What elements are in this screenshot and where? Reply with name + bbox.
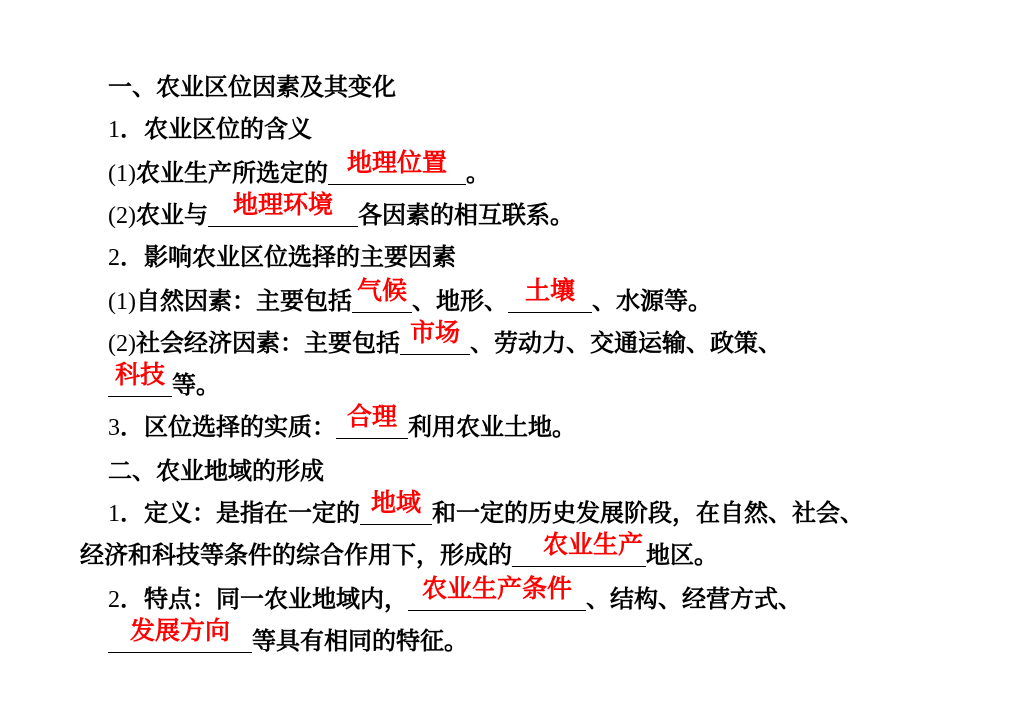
fill-blank (352, 276, 412, 313)
def-1-line-cont: 经济和科技等条件的综合作用下，形成的 农业生产 地区。 (80, 530, 718, 569)
section-1-title: 一、农业区位因素及其变化 (108, 73, 396, 101)
fill-blank (512, 530, 646, 567)
fill-blank (508, 276, 592, 313)
item-2-2-line: (2)社会经济因素：主要包括 市场 、劳动力、交通运输、政策、 (108, 318, 782, 357)
def-1-line: 1．定义：是指在一定的 地域 和一定的历史发展阶段，在自然、社会、 (108, 488, 864, 527)
item-2-2-line-cont: 科技 等。 (108, 370, 220, 400)
answer-text: 合理 (346, 402, 397, 431)
answer-text: 气候 (356, 276, 407, 305)
item-3-line: 3．区位选择的实质： 合理 利用农业土地。 (108, 402, 576, 441)
fill-blank (328, 148, 466, 185)
answer-text: 农业生产条件 (421, 574, 572, 603)
item-1-2-line: (2)农业与 地理环境 各因素的相互联系。 (108, 190, 574, 229)
answer-text: 市场 (409, 318, 460, 347)
answer-text: 农业生产 (542, 530, 643, 559)
fill-blank (108, 616, 252, 653)
fill-blank (408, 574, 586, 611)
def-2-line: 2．特点：同一农业地域内， 农业生产条件 、结构、经营方式、 (108, 574, 802, 613)
answer-text: 土壤 (524, 276, 575, 305)
answer-text: 地理位置 (346, 148, 447, 177)
def-2-line-cont: 发展方向 等具有相同的特征。 (108, 626, 468, 656)
answer-text: 科技 (114, 360, 165, 389)
fill-blank (208, 190, 358, 227)
item-2-heading: 2．影响农业区位选择的主要因素 (108, 243, 456, 271)
fill-blank (400, 318, 470, 355)
item-1-heading: 1．农业区位的含义 (108, 115, 312, 143)
answer-text: 发展方向 (129, 616, 230, 645)
answer-text: 地域 (370, 488, 421, 517)
section-2-title: 二、农业地域的形成 (108, 457, 324, 485)
fill-blank (360, 488, 432, 525)
fill-blank (336, 402, 408, 439)
answer-text: 地理环境 (232, 190, 333, 219)
item-1-1-line: (1)农业生产所选定的 地理位置 。 (108, 148, 490, 187)
item-2-1-line: (1)自然因素：主要包括 气候 、地形、 土壤 、水源等。 (108, 276, 712, 315)
